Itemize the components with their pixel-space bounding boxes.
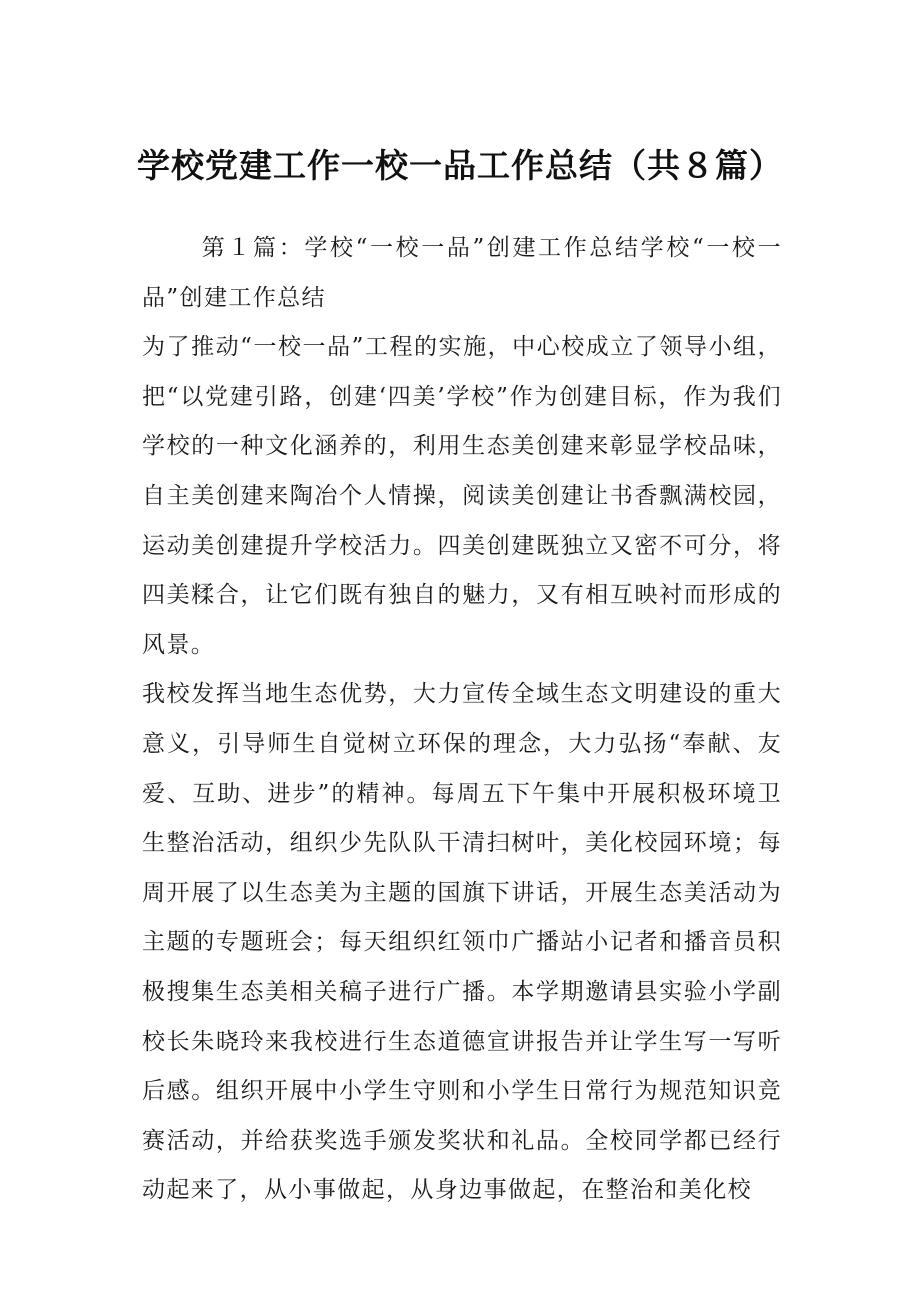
paragraph-heading: 第１篇：学校“一校一品”创建工作总结学校“一校一品”创建工作总结 bbox=[142, 235, 782, 311]
paragraph: 为了推动“一校一品”工程的实施，中心校成立了领导小组，把“以党建引路，创建‘四美’学校”作为创建目标，作为我们学校的一种文化涵养的，利用生态美创建来彰显学校品味，自主美创建来陶冶个人情操，阅读美创建让书香飘满校园，运动美创建提升学校活力。四美创建既独立又密不可分，将四美糅合，让它们既有独自的魅力，又有相互映衬而形成的风景。 bbox=[142, 334, 782, 658]
document-title: 学校党建工作一校一品工作总结（共８篇） bbox=[137, 146, 783, 185]
document-body bbox=[142, 224, 782, 1216]
paragraph: 我校发挥当地生态优势，大力宣传全域生态文明建设的重大意义，引导师生自觉树立环保的理念，大力弘扬“奉献、友爱、互助、进步”的精神。每周五下午集中开展积极环境卫生整治活动，组织少先队队干清扫树叶，美化校园环境；每周开展了以生态美为主题的国旗下讲话，开展生态美活动为主题的专题班会；每天组织红领巾广播站小记者和播音员积极搜集生态美相关稿子进行广播。本学期邀请县实验小学副校长朱晓玲来我校进行生态道德宣讲报告并让学生写一写听后感。组织开展中小学生守则和小学生日常行为规范知识竞赛活动，并给获奖选手颁发奖状和礼品。全校同学都已经行动起来了，从小事做起，从身边事做起，在整治和美化校 bbox=[142, 681, 782, 1204]
